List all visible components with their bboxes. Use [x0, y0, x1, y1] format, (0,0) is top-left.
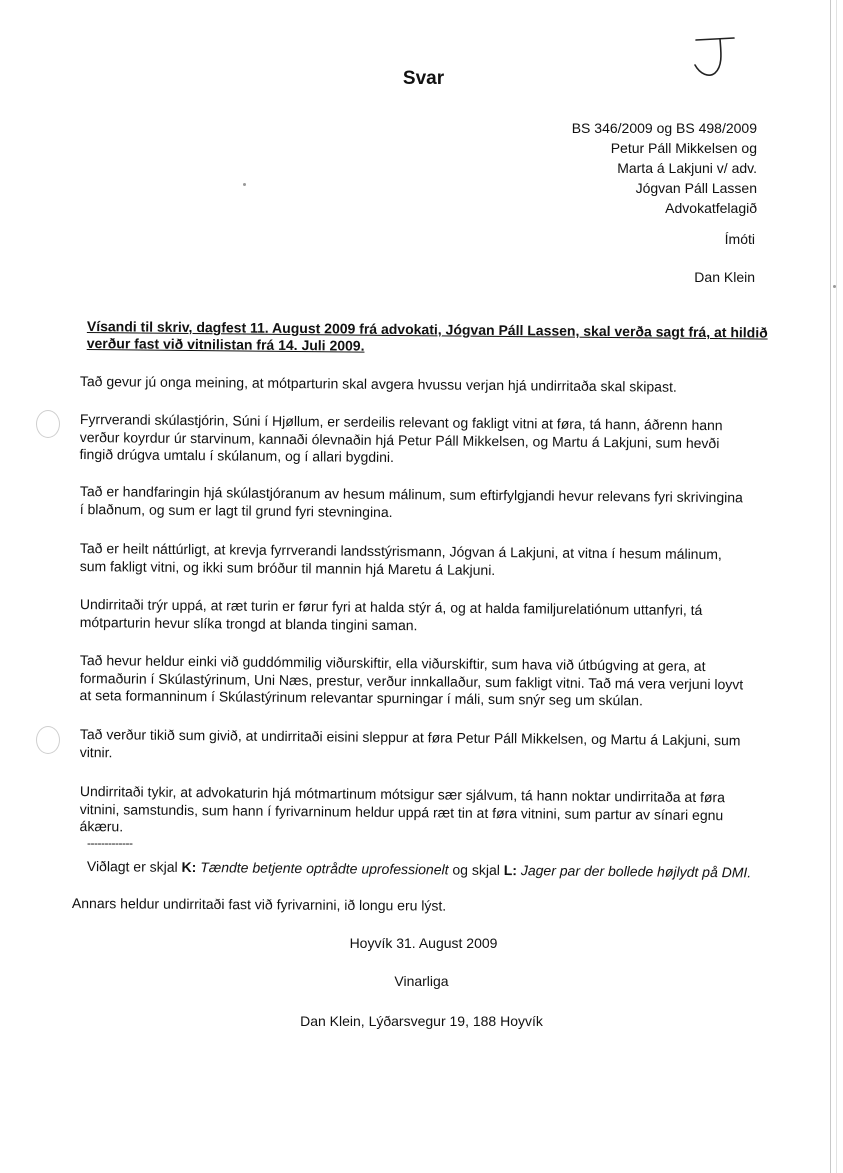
- body-paragraph: Tað er handfaringin hjá skúlastjóranum av hesum málinum, sum eftirfylgjandi hevur relevans fyri skrivingina í blaðnum, og sum er lagt til grund fyri stevningina.: [79, 483, 743, 520]
- signature-line: Dan Klein, Lýðarsvegur 19, 188 Hoyvík: [300, 1013, 543, 1029]
- case-line: BS 346/2009 og BS 498/2009: [571, 120, 757, 136]
- appendix-k-label: K:: [181, 858, 197, 876]
- respondent-name: Dan Klein: [694, 269, 755, 285]
- scan-speck: [243, 183, 246, 186]
- appendix-l-label: L:: [503, 862, 518, 879]
- closing-statement: Annars heldur undirritaði fast við fyrivarnini, ið longu eru lýst.: [71, 895, 447, 914]
- heading-line: verður fast við vitnilistan frá 14. Juli 2009.: [86, 334, 365, 354]
- appendix-prefix: Viðlagt er skjal: [86, 857, 182, 875]
- body-paragraph: Undirritaði tykir, at advokaturin hjá mótmartinum mótsigur sær sjálvum, tá hann noktar undirritaða at føra vitnini, samstundis, sum hann í fyrivarninum heldur uppá ræt tin at føra vitnini, sum partur av sínari egnu ákæru.: [79, 783, 726, 835]
- scan-edge-line: [830, 0, 831, 1173]
- scan-edge-line-secondary: [836, 0, 837, 1173]
- body-paragraph: Tað verður tikið sum givið, at undirritaði eisini sleppur at føra Petur Páll Mikkelsen, og Martu á Lakjuni, sum vitnir.: [79, 726, 741, 760]
- appendix-k-title: Tændte betjente optrådte uprofessionelt: [200, 859, 449, 878]
- body-paragraph: Tað gevur jú onga meining, at mótparturin skal avgera hvussu verjan hjá undirritaða skal skipast.: [79, 373, 677, 395]
- case-reference-block: [572, 118, 757, 218]
- against-label: Ímóti: [724, 231, 755, 247]
- case-line: Advokatfelagið: [665, 200, 757, 216]
- case-line: Petur Páll Mikkelsen og: [610, 140, 757, 156]
- body-paragraph: Tað hevur heldur einki við guddómmilig viðurskiftir, ella viðurskiftir, sum hava við útbúgving at gera, at formaðurin í Skúlastýrinum, Uni Næs, prestur, verður innkallaður, sum fakligt vitni. Tað má vera verjuni loyvt at seta formanninum í Skúlastýrinum relevantar spurningar í máli, sum snýr seg um skúlan.: [79, 652, 744, 709]
- punch-hole-mark: [36, 726, 60, 754]
- appendix-line: [87, 857, 767, 882]
- heading-line: Vísandi til skriv, dagfest 11. August 2009 frá advokati, Jógvan Páll Lassen, skal verða sagt frá, at hildið: [86, 318, 768, 341]
- greeting: Vinarliga: [394, 973, 449, 989]
- body-paragraph: Undirritaði trýr uppá, at ræt turin er førur fyri at halda stýr á, og at halda familjurelatiónum uttanfyri, tá mótparturin hevur slíka trongd at blanda tingini saman.: [79, 596, 703, 633]
- place-and-date: Hoyvík 31. August 2009: [349, 935, 498, 951]
- scan-speck: [833, 285, 836, 288]
- appendix-l-title: Jager par der bollede højlydt på DMI.: [520, 862, 752, 881]
- separator-line: -------------: [87, 836, 133, 850]
- appendix-middle: og skjal: [448, 861, 504, 879]
- case-line: Marta á Lakjuni v/ adv.: [617, 160, 757, 176]
- document-title: Svar: [402, 68, 445, 89]
- body-paragraph: Tað er heilt náttúrligt, at krevja fyrrverandi landsstýrismann, Jógvan á Lakjuni, at vitna í hesum málinum, sum fakligt vitni, og ikki sum bróður til mannin hjá Maretu á Lakjuni.: [79, 540, 722, 578]
- punch-hole-mark: [36, 410, 60, 438]
- reference-heading: [86, 318, 768, 358]
- body-paragraph: Fyrrverandi skúlastjórin, Súni í Hjøllum, er serdeilis relevant og fakligt vitni at føra, tá hann, áðrenn hann verður koyrdur úr starvinum, kannaði ólevnaðin hjá Petur Páll Mikkelsen, og Martu á Lakjuni, sum hevði fingið drúgva umtalu í skúlanum, og í allari bygdini.: [79, 411, 723, 466]
- case-line: Jógvan Páll Lassen: [635, 180, 757, 196]
